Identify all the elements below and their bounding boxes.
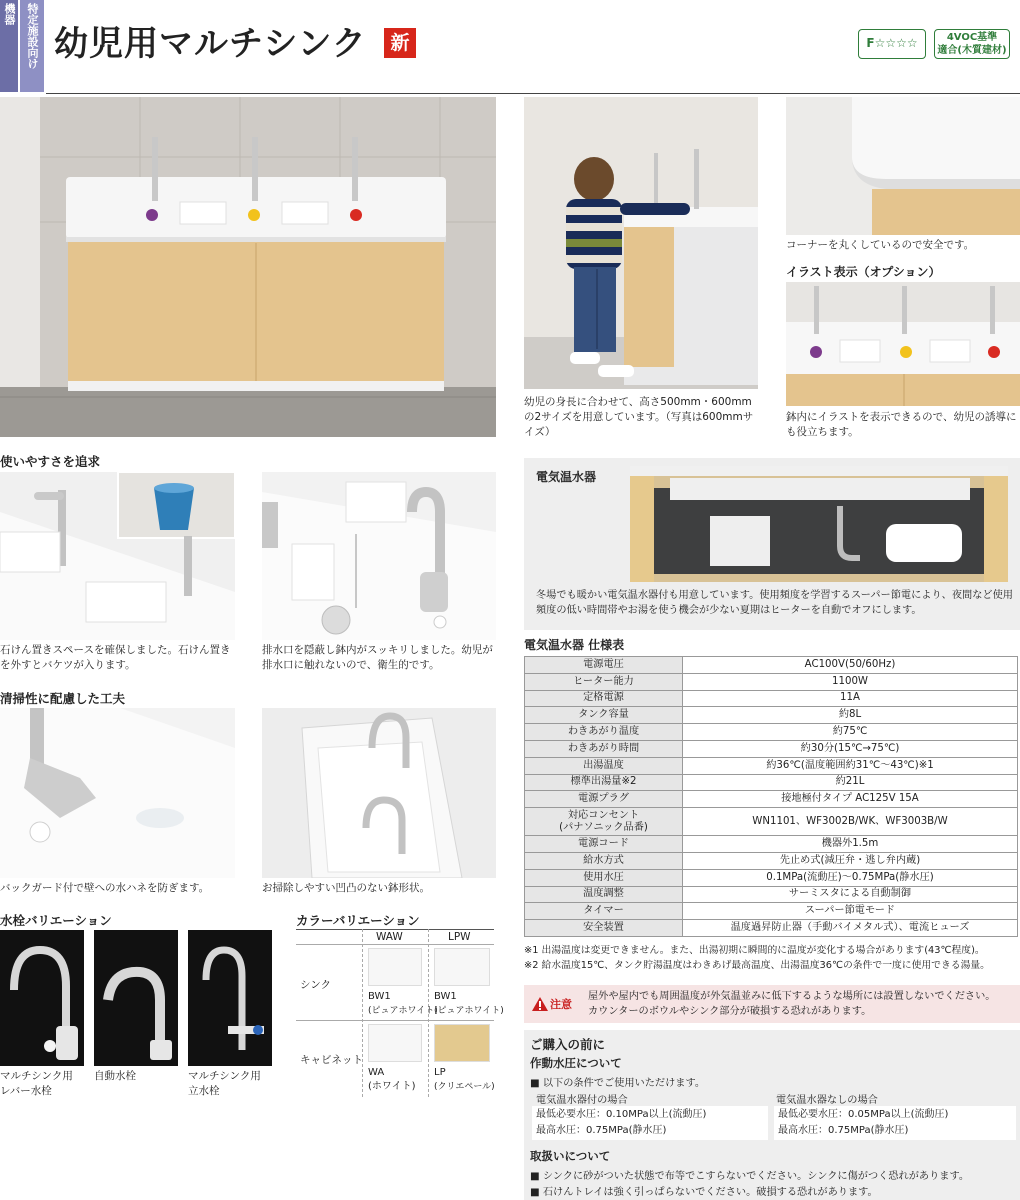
backguard-caption: バックガード付で壁への水ハネを防ぎます。	[0, 882, 210, 894]
faucet-auto-label-line1: 自動水栓	[94, 1070, 136, 1082]
spec-value: WN1101、WF3002B/WK、WF3003B/W	[683, 808, 1018, 836]
faucet-stand-label-line1: マルチシンク用	[188, 1070, 261, 1082]
illustration-photo	[786, 282, 1020, 406]
sink-lpw-name: (ピュアホワイト)	[434, 1006, 504, 1016]
heater-description: 冬場でも暖かい電気温水器付も用意しています。使用頻度を学習するスーパー節電により、夜間など使用頻度の低い時間帯やお湯を使う機会が少ない夏期はヒーターを自動でオフにします。	[536, 590, 1013, 616]
faucet-lever-label-line1: マルチシンク用	[0, 1070, 73, 1082]
spec-value: 約75℃	[683, 724, 1018, 741]
spec-value: 0.1MPa(流動圧)～0.75MPa(静水圧)	[683, 869, 1018, 886]
purchase-title: ご購入の前に	[530, 1037, 606, 1052]
spec-value: 先止め式(減圧弁・逃し弁内蔵)	[683, 852, 1018, 869]
cabinet-lpw-code: LP	[434, 1067, 446, 1078]
bowl-photo	[262, 708, 496, 878]
spec-key	[525, 791, 683, 808]
illust-caption: 鉢内にイラストを表示できるので、幼児の誘導にも役立ちます。	[786, 411, 1017, 438]
new-badge: 新	[384, 28, 416, 58]
color-table-top-rule	[296, 929, 494, 930]
main-product-photo	[0, 97, 496, 437]
faucet-lever-photo	[0, 930, 84, 1066]
spec-row	[525, 920, 1018, 937]
spec-value: 温度過昇防止器（手動バイメタル式）、電流ヒューズ	[683, 920, 1018, 937]
caution-line-1: 屋外や屋内でも周囲温度が外気温並みに低下するような場所には設置しないでください。	[588, 991, 996, 1002]
swatch-cabinet-lpw	[434, 1024, 490, 1062]
faucet-variation-title: 水栓バリエーション	[0, 913, 112, 928]
color-table-row-rule	[296, 1020, 494, 1021]
heater-photo	[630, 466, 1008, 582]
spec-key	[525, 808, 683, 836]
page-title: 幼児用マルチシンク	[54, 24, 367, 64]
without-heater-max: 最高水圧：0.75MPa(静水圧)	[778, 1125, 909, 1136]
spec-row	[525, 791, 1018, 808]
color-col-waw: WAW	[376, 931, 403, 943]
corner-photo	[786, 97, 1020, 235]
warning-icon	[532, 996, 548, 1010]
spec-note-1: ※1 出湯温度は変更できません。また、出湯初期に瞬間的に温度が変化する場合があります(43℃程度)。	[524, 945, 985, 956]
color-variation-title: カラーバリエーション	[296, 913, 420, 928]
spec-key	[525, 886, 683, 903]
header-rule	[46, 93, 1020, 94]
with-heater-title: 電気温水器付の場合	[536, 1095, 628, 1106]
usability-title: 使いやすさを追求	[0, 454, 101, 469]
spec-key-text: ヒーター能力	[573, 675, 634, 687]
spec-row	[525, 836, 1018, 853]
spec-row	[525, 740, 1018, 757]
without-heater-box	[774, 1106, 1016, 1140]
sink-lpw-label	[434, 990, 504, 1018]
voc-badge-line1: 4VOC基準	[946, 32, 998, 43]
spec-key-text: 対応コンセント	[567, 809, 640, 821]
spec-key-text: 電源プラグ	[578, 793, 629, 805]
spec-key-text: 使用水圧	[583, 871, 624, 883]
child-caption: 幼児の身長に合わせて、高さ500mm・600mmの2サイズを用意しています。（写真は600mmサイズ）	[524, 396, 754, 438]
faucet-lever-label	[0, 1069, 94, 1099]
backguard-photo	[0, 708, 235, 878]
spec-key	[525, 903, 683, 920]
pressure-title: 作動水圧について	[530, 1056, 622, 1070]
sink-lpw-code: BW1	[434, 991, 457, 1002]
sink-waw-label	[368, 990, 438, 1018]
spec-value: 約21L	[683, 774, 1018, 791]
spec-row	[525, 869, 1018, 886]
spec-key	[525, 836, 683, 853]
caution-box	[524, 985, 1020, 1023]
with-heater-max: 最高水圧：0.75MPa(静水圧)	[536, 1125, 667, 1136]
spec-row	[525, 808, 1018, 836]
sink-waw-code: BW1	[368, 991, 391, 1002]
spec-key	[525, 869, 683, 886]
handling-title: 取扱いについて	[530, 1149, 611, 1163]
faucet-auto-photo	[94, 930, 178, 1066]
spec-key-text: タイマー	[583, 905, 624, 917]
spec-title: 電気温水器 仕様表	[524, 638, 625, 652]
facility-tag	[20, 0, 44, 92]
spec-key-text: 電源コード	[578, 838, 629, 850]
soap-caption: 石けん置きスペースを確保しました。石けん置きを外すとバケツが入ります。	[0, 644, 231, 671]
spec-value: 約8L	[683, 707, 1018, 724]
spec-key	[525, 920, 683, 937]
spec-note-2: ※2 給水温度15℃、タンク貯湯温度はわきあげ最高温度、出湯温度36℃の条件で一度に使用できる湯量。	[524, 960, 990, 971]
faucet-stand-label-line2: 立水栓	[188, 1085, 220, 1097]
spec-key-text: 標準出湯量※2	[570, 776, 637, 788]
sink-waw-name: (ピュアホワイト)	[368, 1006, 438, 1016]
caution-line-2: カウンターのボウルやシンク部分が破損する恐れがあります。	[588, 1006, 872, 1017]
facility-tag-text: 特定施設向け	[26, 3, 39, 69]
spec-key	[525, 690, 683, 707]
without-heater-title: 電気温水器なしの場合	[776, 1095, 878, 1106]
voc-badge-line2: 適合(木質建材)	[937, 45, 1007, 56]
spec-key-text: 温度調整	[583, 888, 624, 900]
spec-key	[525, 724, 683, 741]
spec-row	[525, 757, 1018, 774]
cabinet-lpw-name: (クリエペール)	[434, 1082, 495, 1092]
spec-key-text: 給水方式	[583, 854, 624, 866]
swatch-cabinet-waw	[368, 1024, 422, 1062]
spec-value: 機器外1.5m	[683, 836, 1018, 853]
swatch-sink-lpw	[434, 948, 490, 986]
spec-row	[525, 774, 1018, 791]
spec-key-text: わきあがり時間	[567, 742, 640, 754]
spec-row	[525, 903, 1018, 920]
spec-key	[525, 740, 683, 757]
caution-label: 注意	[550, 998, 572, 1011]
spec-value: 約30分(15℃→75℃)	[683, 740, 1018, 757]
spec-key-text: わきあがり温度	[567, 726, 640, 738]
spec-value: 約36℃(温度範囲約31℃～43℃)※1	[683, 757, 1018, 774]
color-table-divider-1	[362, 929, 363, 1097]
spec-table	[524, 656, 1018, 937]
spec-key-text: 定格電源	[583, 692, 624, 704]
faucet-auto-label	[94, 1069, 188, 1084]
handling-note-2: ■ 石けんトレイは強く引っぱらないでください。破損する恐れがあります。	[530, 1183, 878, 1198]
voc-badge	[934, 29, 1010, 59]
corner-caption: コーナーを丸くしているので安全です。	[786, 239, 975, 251]
without-heater-min: 最低必要水圧：0.05MPa以上(流動圧)	[778, 1109, 949, 1120]
spec-key	[525, 657, 683, 674]
spec-value: サーミスタによる自動制御	[683, 886, 1018, 903]
spec-key	[525, 774, 683, 791]
cabinet-waw-name: (ホワイト)	[368, 1081, 416, 1092]
color-table-head-rule	[296, 944, 494, 945]
pressure-condition: ■ 以下の条件でご使用いただけます。	[530, 1074, 705, 1089]
faucet-lever-label-line2: レバー水栓	[0, 1085, 52, 1097]
spec-key-text: 出湯温度	[583, 759, 624, 771]
spec-key-text: 電源電圧	[583, 658, 624, 670]
clean-title: 清掃性に配慮した工夫	[0, 691, 126, 706]
heater-title: 電気温水器	[536, 470, 597, 484]
illust-title: イラスト表示（オプション）	[786, 265, 941, 279]
spec-value: 1100W	[683, 673, 1018, 690]
spec-value: AC100V(50/60Hz)	[683, 657, 1018, 674]
spec-value: 11A	[683, 690, 1018, 707]
spec-value: スーパー節電モード	[683, 903, 1018, 920]
category-tag-text: 機器	[3, 3, 16, 25]
spec-row	[525, 886, 1018, 903]
bowl-caption: お掃除しやすい凹凸のない鉢形状。	[262, 882, 430, 894]
spec-key-text: 安全装置	[583, 922, 624, 934]
faucet-stand-photo	[188, 930, 272, 1066]
with-heater-min: 最低必要水圧：0.10MPa以上(流動圧)	[536, 1109, 707, 1120]
drain-photo	[262, 472, 496, 640]
soap-photo	[0, 472, 235, 640]
spec-row	[525, 724, 1018, 741]
category-tag	[0, 0, 18, 92]
cabinet-waw-code: WA	[368, 1067, 385, 1078]
spec-key	[525, 707, 683, 724]
spec-key	[525, 673, 683, 690]
spec-key	[525, 852, 683, 869]
spec-key	[525, 757, 683, 774]
cabinet-waw-label	[368, 1066, 416, 1094]
spec-row	[525, 707, 1018, 724]
child-photo	[524, 97, 758, 389]
color-row-cabinet: キャビネット	[300, 1054, 363, 1066]
faucet-stand-label	[188, 1069, 282, 1099]
f-star-badge: F☆☆☆☆	[858, 29, 926, 59]
spec-row	[525, 690, 1018, 707]
with-heater-box	[532, 1106, 768, 1140]
cabinet-lpw-label	[434, 1066, 495, 1094]
spec-key-text: タンク容量	[578, 709, 629, 721]
swatch-sink-waw	[368, 948, 422, 986]
spec-row	[525, 852, 1018, 869]
spec-row	[525, 673, 1018, 690]
spec-value: 接地極付タイプ AC125V 15A	[683, 791, 1018, 808]
handling-note-1: ■ シンクに砂がついた状態で布等でこすらないでください。シンクに傷がつく恐れがあります。	[530, 1167, 969, 1182]
drain-caption: 排水口を隠蔽し鉢内がスッキリしました。幼児が排水口に触れないので、衛生的です。	[262, 644, 493, 671]
color-col-lpw: LPW	[448, 931, 471, 943]
spec-key-subtext: (パナソニック品番)	[559, 821, 648, 833]
color-row-sink: シンク	[300, 979, 332, 991]
spec-row	[525, 657, 1018, 674]
